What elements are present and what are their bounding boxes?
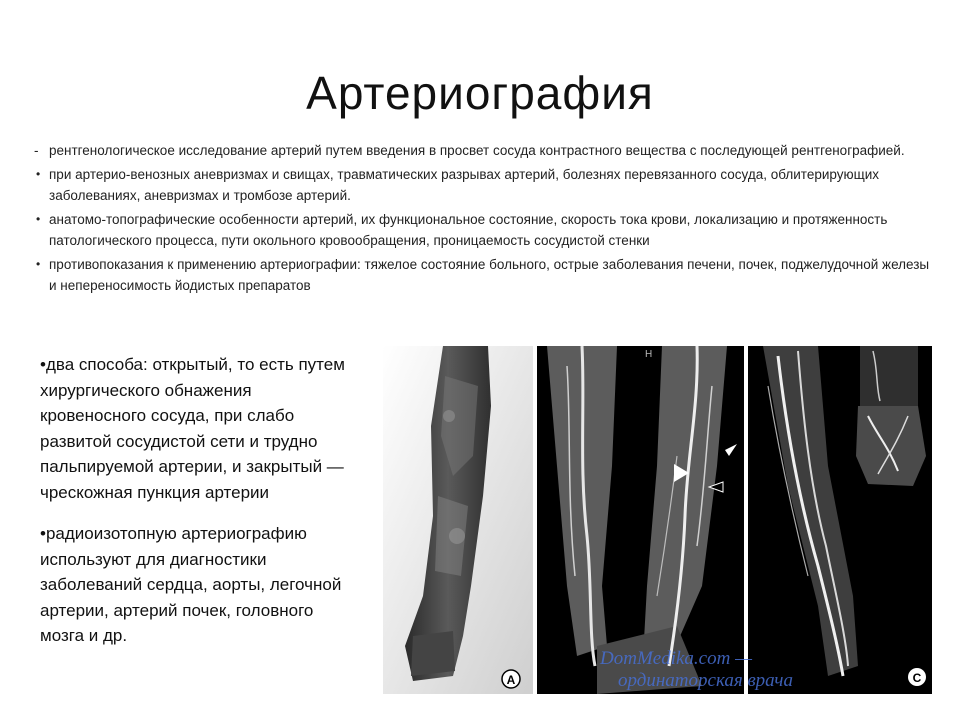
slide-title: Артериография: [306, 67, 654, 119]
watermark: [600, 648, 900, 692]
methods-text-block: [40, 352, 358, 665]
bullet-marker: •: [36, 212, 41, 226]
intro-bullet-list: [34, 140, 934, 299]
angiogram-panel-b: [537, 346, 744, 694]
bullet-text: рентгенологическое исследование артерий путем введения в просвет сосуда контрастного вещества с последующей рентгенографией.: [49, 143, 905, 158]
bullet-marker: -: [34, 143, 39, 158]
watermark-line-2: ординаторская врача: [618, 670, 793, 691]
corner-mark-h: H: [645, 349, 653, 360]
bullet-definition: [34, 140, 934, 161]
leg-photo-image: [383, 346, 533, 694]
bullet-text: анатомо-топографические особенности артерий, их функциональное состояние, скорость тока крови, локализацию и протяженность патологического процесса, пути окольного кровообращения, проницаемость сосудистой стенки: [49, 212, 888, 248]
bullet-assessment: [34, 209, 934, 251]
photo-panel-a: [383, 346, 533, 694]
panel-label-a: A: [506, 673, 516, 687]
panel-label-b: B: [543, 680, 550, 691]
angiogram-c-image: [748, 346, 932, 694]
bullet-indications: [34, 164, 934, 206]
bullet-text: противопоказания к применению артериографии: тяжелое состояние больного, острые заболевания печени, почек, поджелудочной железы и непереносимость йодистых препаратов: [49, 257, 930, 293]
radioisotope-paragraph: •радиоизотопную артериографию используют для диагностики заболеваний сердца, аорты, легочной артерии, артерий почек, головного мозга и др.: [40, 524, 342, 645]
bullet-marker: •: [36, 167, 41, 181]
bullet-text: при артерио-венозных аневризмах и свищах, травматических разрывах артерий, болезнях перевязанного сосуда, облитерирующих заболеваниях, аневризмах и тромбозе артерий.: [49, 167, 879, 203]
angiogram-b-image: [537, 346, 744, 694]
bullet-contraindications: [34, 254, 934, 296]
angiogram-panel-c: [748, 346, 932, 694]
bullet-marker: •: [36, 257, 41, 271]
methods-paragraph: •два способа: открытый, то есть путем хирургического обнажения кровеносного сосуда, при слабо развитой сосудистой сети и трудно пальпируемой артерии, и закрытый — чрескожная пункция артерии: [40, 355, 345, 502]
watermark-line-1: DomMedika.com —: [600, 648, 752, 669]
panel-label-c: C: [912, 671, 922, 685]
